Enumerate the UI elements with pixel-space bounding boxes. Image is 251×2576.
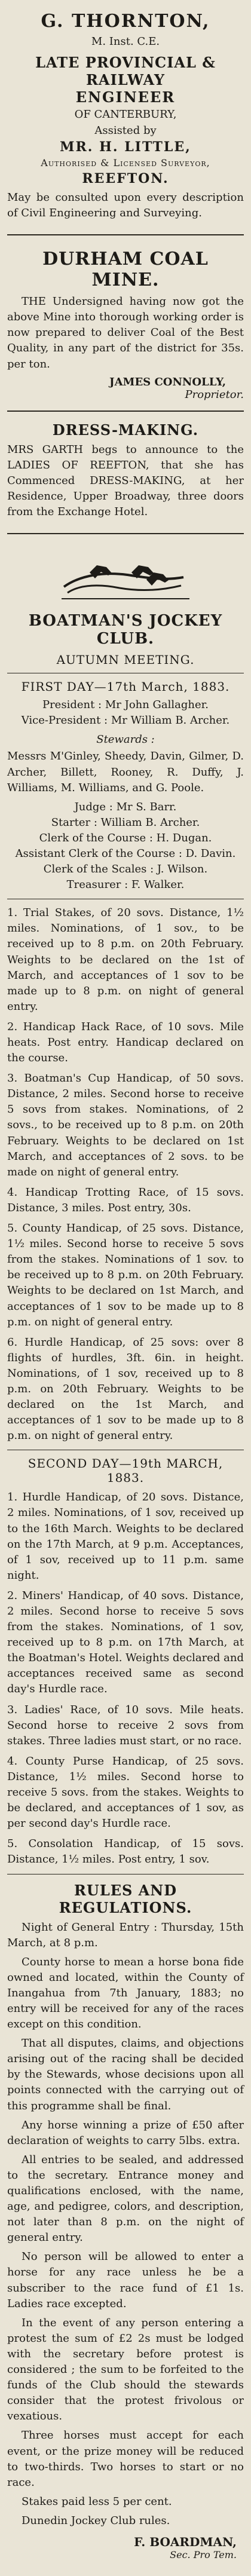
coal-advertisement (7, 241, 244, 404)
rule-item: Stakes paid less 5 per cent. (22, 2495, 172, 2508)
rule-item: All entries to be sealed, and addressed to the secretary. Entrance money and qualifications enclosed, with the name, age, and pedigree, colors, and description, not later than 8 p.m. on the night of general entry. (7, 2153, 244, 2244)
rule-item: Dunedin Jockey Club rules. (22, 2514, 170, 2527)
assistant-clerk: Assistant Clerk of the Course : D. Davin. (15, 847, 236, 860)
second-day-races (7, 1490, 244, 1867)
dress-title: DRESS-MAKING. (52, 421, 199, 439)
vice-president: Vice-President : Mr William B. Archer. (21, 714, 230, 727)
race-item: 1. Hurdle Handicap, of 20 sovs. Distance, 2 miles. Nominations, of 1 sov, received up to the 16th March. Weights to be declared on the 17th March, at 9 p.m. Acceptances, of 1 sov, received up to 11 p.m. same night. (7, 1491, 244, 1582)
judge: Judge : Mr S. Barr. (74, 800, 177, 813)
thornton-of: OF CANTERBURY, (74, 108, 177, 121)
thornton-role-line2: ENGINEER (75, 88, 176, 106)
second-day-heading: SECOND DAY—19th MARCH, 1883. (27, 1456, 224, 1485)
jockey-club-advertisement (7, 540, 244, 2564)
divider (7, 411, 244, 412)
coal-title: DURHAM COAL MINE. (42, 249, 209, 291)
jockey-meeting: AUTUMN MEETING. (56, 653, 195, 667)
race-item: 4. County Purse Handicap, of 25 sovs. Distance, 1½ miles. Second horse to receive 5 sovs. from the stakes. Weights to be declared, and acceptances of 1 sov, as per second day's Hurdle race. (7, 1754, 244, 1830)
race-item: 3. Boatman's Cup Handicap, of 50 sovs. Distance, 2 miles. Second horse to receive 5 sovs from stakes. Nominations, of 2 sovs., to be received up to 8 p.m. on 20th February. Weights to be declared on 1st March, and acceptances of 2 sovs. to be made on night of general entry. (7, 1072, 244, 1178)
starter: Starter : William B. Archer. (51, 816, 200, 829)
secretary-name: F. BOARDMAN, (134, 2534, 237, 2549)
rules-heading: RULES AND REGULATIONS. (59, 1881, 192, 1916)
first-day-races (7, 905, 244, 1444)
rule-item: No person will be allowed to enter a horse for any race unless he be a subscriber to the race fund of £1 1s. Ladies race excepted. (7, 2250, 244, 2310)
clerk-of-scales: Clerk of the Scales : J. Wilson. (43, 863, 208, 876)
thornton-body: May be consulted upon every description of Civil Engineering and Surveying. (7, 191, 244, 220)
divider (7, 234, 244, 235)
race-item: 4. Handicap Trotting Race, of 15 sovs. Distance, 3 miles. Post entry, 30s. (7, 1186, 244, 1214)
stewards-heading: Stewards : (96, 733, 155, 746)
coal-signer-role: Proprietor. (185, 388, 244, 401)
race-item: 2. Handicap Hack Race, of 10 sovs. Mile heats. Post entry. Handicap declared on the course. (7, 1020, 244, 1065)
divider (7, 533, 244, 534)
stewards-list: Messrs M'Ginley, Sheedy, Davin, Gilmer, D. Archer, Billett, Rooney, R. Duffy, J. Williams, M. Williams, and G. Poole. (7, 750, 244, 794)
thornton-town: REEFTON. (82, 171, 169, 186)
treasurer: Treasurer : F. Walker. (66, 878, 185, 892)
clerk-of-course: Clerk of the Course : H. Dugan. (39, 831, 212, 844)
rule-item: That all disputes, claims, and objections arising out of the racing shall be decided by the Stewards, whose decisions upon all points connected with the carrying out of this programme shall be final. (7, 2037, 244, 2112)
rules-list (7, 1920, 244, 2529)
first-day-heading: FIRST DAY—17th March, 1883. (21, 679, 230, 694)
coal-body: THE Undersigned having now got the above Mine into thorough working order is now prepared to deliver Coal of the Best Quality, in any part of the district for 35s. per ton. (7, 295, 244, 370)
secretary-role: Sec. Pro Tem. (170, 2549, 237, 2560)
rule-item: In the event of any person entering a protest the sum of £2 2s must be lodged with the secretary before protest is considered ; the sum to be forfeited to the funds of the Club should the stewards consider that the protest frivolous or vexatious. (7, 2316, 244, 2423)
thornton-role-line1: LATE PROVINCIAL & RAILWAY (35, 54, 216, 88)
rule-item: County horse to mean a horse bona fide owned and located, within the County of Inangahua from 7th January, 1883; no entry will be received for any of the races except on this condition. (7, 1955, 244, 2031)
dress-body: MRS GARTH begs to announce to the LADIES OF REEFTON, that she has Commenced DRESS-MAKING, at her Residence, Upper Broadway, three doors from the Exchange Hotel. (7, 443, 244, 519)
thornton-name: G. THORNTON, (41, 11, 210, 32)
jockey-title: BOATMAN'S JOCKEY CLUB. (28, 612, 223, 648)
thornton-assistant-title: Authorised & Licensed Surveyor, (41, 157, 210, 169)
dressmaking-advertisement (7, 418, 244, 527)
thornton-qualification: M. Inst. C.E. (91, 35, 160, 48)
rule-item: Three horses must accept for each event, or the prize money will be reduced to two-thirds. Two horses to start or no race. (7, 2429, 244, 2489)
race-item: 5. Consolation Handicap, of 15 sovs. Distance, 1½ miles. Post entry, 1 sov. (7, 1837, 244, 1866)
race-item: 1. Trial Stakes, of 20 sovs. Distance, 1½ miles. Nominations, of 1 sov., to be received up to 8 p.m. on 20th February. Weights to be declared on the 1st of March, and acceptances of 1 sov to be made up to 8 p.m. on night of general entry. (7, 906, 244, 1013)
thornton-assisted: Assisted by (94, 124, 157, 137)
president: President : Mr John Gallagher. (42, 699, 209, 712)
rule-item: Night of General Entry : Thursday, 15th March, at 8 p.m. (7, 1920, 244, 1949)
coal-signer: JAMES CONNOLLY, (109, 375, 226, 388)
race-item: 2. Miners' Handicap, of 40 sovs. Distance, 2 miles. Second horse to receive 5 sovs from the stakes. Nominations, of 1 sov, received up to 8 p.m. on 17th March, at the Boatman's Hotel. Weights declared and acceptances received same as second day's Hurdle race. (7, 1589, 244, 1696)
race-item: 5. County Handicap, of 25 sovs. Distance, 1½ miles. Second horse to receive 5 sovs from the stakes. Nominations of 1 sov. to be received up to 8 p.m. on 20th February. Weights to be declared on 1st March, and acceptances of 1 sov to be made up to 8 p.m. on night of general entry. (7, 1222, 244, 1328)
rule-item: Any horse winning a prize of £50 after declaration of weights to carry 5lbs. extra. (7, 2118, 244, 2147)
race-item: 3. Ladies' Race, of 10 sovs. Mile heats. Second horse to receive 2 sovs from stakes. Three ladies must start, or no race. (7, 1703, 244, 1747)
horse-race-icon (57, 551, 194, 605)
thornton-advertisement (7, 6, 244, 228)
thornton-assistant: MR. H. LITTLE, (60, 139, 191, 155)
officials-block (7, 697, 244, 893)
race-item: 6. Hurdle Handicap, of 25 sovs: over 8 flights of hurdles, 3ft. 6in. in height. Nominations, of 1 sov, received up to 8 p.m. on 20th February. Weights to be declared on the 1st March, and acceptances of 1 sov to be made up to 8 p.m. on night of general entry. (7, 1336, 244, 1442)
racing-horses-illustration (7, 551, 244, 605)
